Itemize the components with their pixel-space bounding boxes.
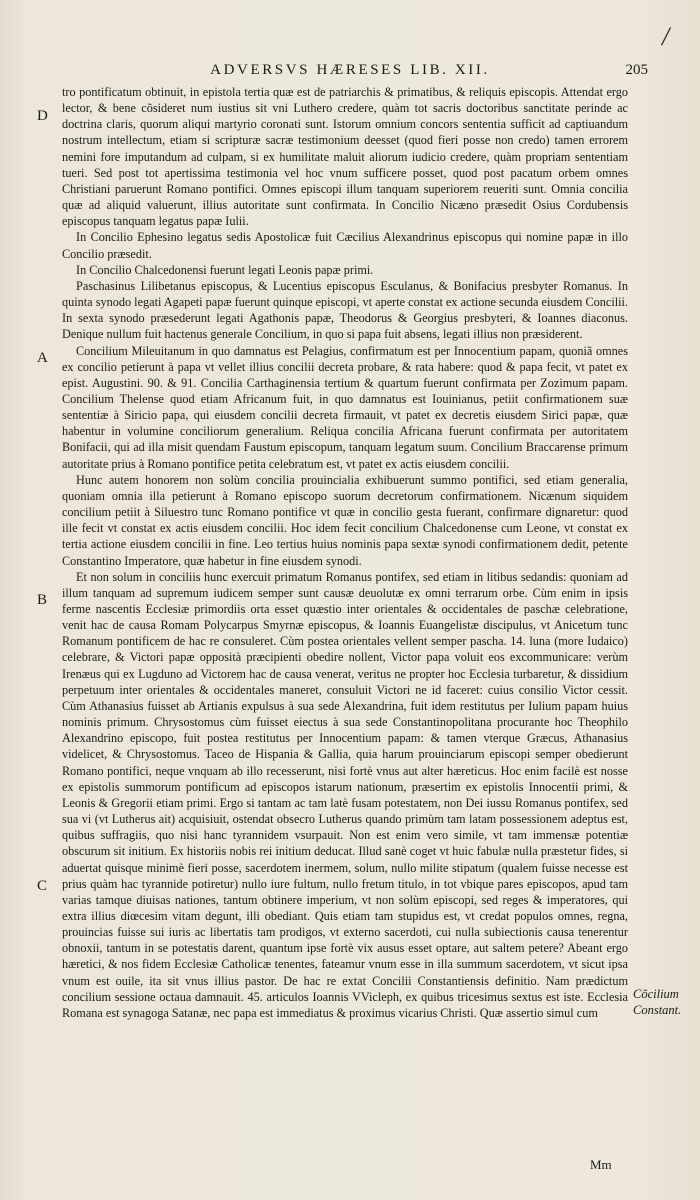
paragraph: Paschasinus Lilibetanus episcopus, & Lucentius episcopus Esculanus, & Bonifacius presbyter Romanus. In quinta synodo legati Agapeti papæ fuerunt quinque episcopi, vt aperte constat ex actione secunda eiusdem Concilii. In sexta synodo præsederunt legati Agathonis papæ, Theodorus & Georgius presbyteri, & Ioannes diaconus. Denique nullum fuit hactenus generale Concilium, in quo si papa fuit absens, legati illius non præsiderent. bbox=[62, 278, 628, 342]
margin-note bbox=[633, 986, 693, 1018]
margin-letter-c: C bbox=[37, 878, 48, 894]
margin-letter-b: B bbox=[37, 592, 48, 608]
catchword: Mm bbox=[590, 1157, 612, 1172]
paragraph: tro pontificatum obtinuit, in epistola tertia quæ est de patriarchis & primatibus, & reliquis episcopis. Attendat ergo lector, & bene cõsideret num iustius sit vni Luthero credere, quàm tot sacris doctoribus sanctitate perinde ac doctrina claris, quorum aliqui martyrio coronati sunt. Istorum omnium concors sententia sufficit ad captiuandum nostrum intellectum, etiam si scripturæ sacræ testimonium deesset (quod fieri posse non credo) tamen errorem nemini fore imputandum ad culpam, si ex humilitate maluit aliorum iudicio credere, quàm propriam sententiam tueri. Sed post tot apertissima testimonia vel hoc vnum sufficere posset, quod post pacatum orbem omnes Christiani paruerunt Romano pontifici. Omnes episcopi illum tanquam superiorem reueriti sunt. Omnia concilia quæ ad aliquid valuerunt, illius autoritate sunt confirmata. In Concilio Nicæno præsedit Osius Cordubensis episcopus tanquam legatus papæ Iulii. bbox=[62, 85, 628, 229]
paragraph: In Concilio Ephesino legatus sedis Apostolicæ fuit Cæcilius Alexandrinus episcopus qui nomine papæ in illo Concilio præsedit. bbox=[62, 230, 628, 261]
margin-letter-a: A bbox=[37, 350, 48, 366]
page-number: 205 bbox=[625, 62, 648, 78]
paragraph: Concilium Mileuitanum in quo damnatus est Pelagius, confirmatum est per Innocentium papam, quoniã omnes ex concilio petierunt à papa vt vellet illius concilii decreta probare, & rata habere: quod & papa fecit, vt patet ex epist. Augustini. 90. & 91. Concilia Carthaginensia tertium & quartum fuerunt confirmata per Zozimum papam. Concilium Thelense quod etiam Africanum fuit, in quo damnatus est Iouinianus, petiit confirmationem suæ sententiæ à Siricio papa, qui eiusdem concilii decreta firmauit, vt patet ex decretis eiusdem Sirici papæ, quæ habentur in volumine conciliorum generalium. Reliqua concilia Africana fuerunt confirmata per autoritatem Bonifacii, qui ad illa misit quendam Faustum episcopum, tanquam legatum suum. Concilium Braccarense primum autoritate prius à Romano pontifice petita celebratum est, vt patet ex actis eiusdem concilii. bbox=[62, 343, 628, 471]
margin-note-line: Constant. bbox=[633, 1003, 682, 1017]
margin-letter-d: D bbox=[37, 108, 48, 124]
paragraph: Et non solum in conciliis hunc exercuit primatum Romanus pontifex, sed etiam in litibus sedandis: quoniam ad illum tanquam ad supremum iudicem semper sunt causæ deuolutæ ex omni terrarum orbe. Cùm enim in ipsis ferme nascentis Ecclesiæ primordiis orta esset quæstio inter orientales & occidentales de paschæ celebratione, venit hac de causa Romam Polycarpus Smyrnæ episcopus, & Ioannis Euangelistæ discipulus, vt Anicetum tunc Romanum pontificem de hac re consuleret. Cùm postea orientales vellent semper pascha. 14. luna (more Iudaico) celebrare, & Victori papæ opposità præcipienti obedire nollent, Victor papa voluit eos excommunicare: verùm Irenæus qui ex Lugduno ad Victorem hac de causa venerat, veritus ne propter hoc Ecclesia turbaretur, & dissidium perpetuum inter orientales & occidentales maneret, consuluit Victori ne id faceret: cuius consilio Victor cessit. Cùm Athanasius fuisset ab Artianis expulsus à sua sede Alexandrina, fuit idem restitutus per Iulium papam huius nominis primum. Chrysostomus cùm fuisset eiectus à sua sede Constantinopolitana procurante hoc Theophilo Alexandrino episcopo, fuit postea restitutus per Innocentium papam: & tamen vterque Græcus, Athanasius videlicet, & Chrysostomus. Taceo de Hispania & Gallia, quia harum prouinciarum episcopi semper obedierunt Romano pontifici, neque vnquam ab illo recesserunt, nisi fortè vnus aut alter hæreticus. Hoc enim facilè est nosse ex epistolis summorum pontificum ad episcopos istarum nationum, præsertim ex epistolis Innocentii primi, & Leonis & Gregorii etiam primi. Ergo si tantam ac tam latè fusam potestatem, non Dei iussu Romanus pontifex, sed sua vi (vt Lutherus ait) acquisiuit, ostendat obsecro Lutherus quando primùm tam latam possessionem adeptus est, quibus suffragiis, quo nisi hanc tyrannidem vsurpauit. Non est enim vero simile, vt tam immensæ potentiæ obscurum sit initium. Ex historiis nobis rei initium deducat. Illud sanè coget vt huic fabulæ nulla præstetur fides, si aduertat quisque minimè fieri posse, sacerdotem inermem, solum, nullo milite stipatum (qualem fuisse necesse est prius quàm hac tyrannide potiretur) nullo iure fultum, nullo fretum titulo, in tot vbique pares episcopos, apud tam varias tamque diuisas nationes, tantum obtinere imperium, vt non solùm episcopi, sed reges & imperatores, qui extra illius diœcesim vitam degunt, illi obediant. Quis etiam tam stupidus est, vt credat populos omnes, regna, prouincias fuisse sui iuris ac libertatis tam prodigos, vt externo sacerdoti, cui nulla subiectionis causa tenerentur obnoxii, tantum in se potestatis darent, quantum ipse fortè vix ausus esset optare, aut saltem petere? Abeant ergo hæretici, & nos fidem Ecclesiæ Catholicæ tenentes, fateamur vnum esse in illa summum sacerdotem, vt sicut ipsa vnum est ouile, ita sit vnus illius pastor. De hac re extat Concilii Constantiensis definitio. Nam prædictum concilium sessione octaua damnauit. 45. articulos Ioannis VVicleph, ex quibus tricesimus sextus est iste. Ecclesia Romana est synagoga Satanæ, nec papa est immediatus & proximus vicarius Christi. Quæ assertio simul cum bbox=[62, 569, 628, 1020]
running-head bbox=[0, 62, 700, 84]
paragraph: In Concilio Chalcedonensi fuerunt legati Leonis papæ primi. bbox=[76, 262, 374, 277]
text-body bbox=[62, 84, 628, 1021]
paragraph: Hunc autem honorem non solùm concilia prouincialia exhibuerunt summo pontifici, sed etiam generalia, quoniam omnia illa petierunt à Romano episcopo suorum decretorum confirmationem. Nicænum siquidem concilium petiit à Siluestro tunc Romano pontifice vt quæ in concilio gesta fuerant, confirmare dignaretur: quod ille fecit vt constat ex actis eiusdem concilii. Hoc idem fecit concilium Chalcedonense cum Leone, vt constat ex tertia actione eiusdem concilii in fine. Leo tertius huius nominis papa sextæ synodi confirmationem dedit, petente Constantino Imperatore, quæ habetur in fine eiusdem synodi. bbox=[62, 472, 628, 568]
page-corner-mark: / bbox=[662, 22, 670, 51]
margin-note-line: Cõcilium bbox=[633, 987, 679, 1001]
running-title: ADVERSVS HÆRESES LIB. XII. bbox=[210, 62, 490, 78]
